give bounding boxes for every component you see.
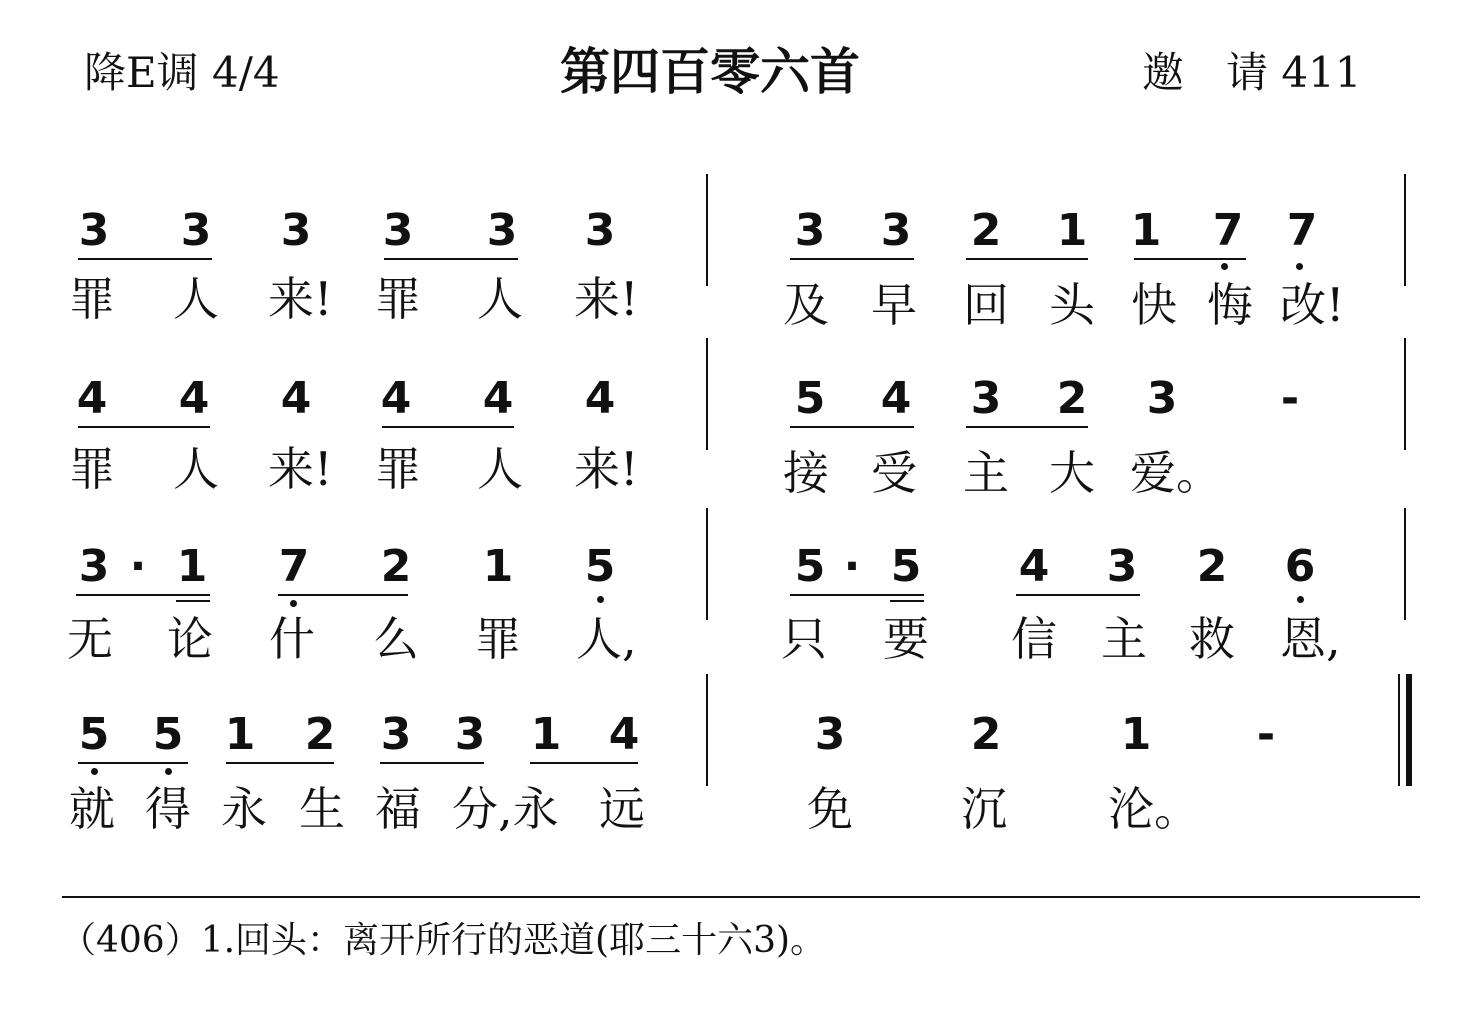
note: 3 — [584, 205, 616, 256]
note: 7 — [278, 541, 310, 592]
beam-underline — [790, 258, 914, 260]
low-octave-dot — [91, 768, 98, 775]
lyric-char: 来! — [268, 272, 333, 326]
lyric-char: 福 — [375, 782, 421, 836]
lyric-char: 沉 — [961, 782, 1007, 836]
note: 3 — [78, 541, 110, 592]
lyric-char: 回 — [963, 278, 1009, 332]
note: 3 — [794, 205, 826, 256]
lyric-char: 沦。 — [1108, 782, 1200, 836]
note: 4 — [608, 709, 640, 760]
note: 3 — [1146, 373, 1178, 424]
lyric-char: 只 — [781, 612, 827, 666]
note: 1 — [224, 709, 256, 760]
note: 3 — [78, 205, 110, 256]
lyric-char: 什 — [269, 612, 315, 666]
double-beam-underline — [176, 600, 210, 602]
lyric-char: 主 — [963, 446, 1009, 500]
lyric-char: 快 — [1131, 278, 1177, 332]
low-octave-dot — [1297, 596, 1304, 603]
lyric-char: 人 — [173, 442, 219, 496]
beam-underline — [226, 762, 334, 764]
lyric-char: 接 — [783, 446, 829, 500]
note: 3 — [970, 373, 1002, 424]
lyric-char: 远 — [599, 782, 645, 836]
dotted-rhythm: · — [129, 541, 147, 592]
note: 3 — [814, 709, 846, 760]
lyric-char: 头 — [1049, 278, 1095, 332]
bar-line — [706, 338, 708, 450]
final-bar-line-thick — [1406, 674, 1412, 786]
dotted-rhythm: · — [843, 541, 861, 592]
lyric-char: 人 — [477, 272, 523, 326]
beam-underline — [78, 426, 210, 428]
note: 2 — [1056, 373, 1088, 424]
note: 7 — [1286, 205, 1318, 256]
note: 5 — [890, 541, 922, 592]
beam-underline — [278, 594, 408, 596]
note: 5 — [152, 709, 184, 760]
note: 4 — [280, 373, 312, 424]
lyric-char: 来! — [574, 272, 639, 326]
lyric-char: 受 — [871, 446, 917, 500]
note: 2 — [380, 541, 412, 592]
beam-underline — [966, 258, 1088, 260]
beam-underline — [790, 426, 914, 428]
sustain-dash: - — [1256, 709, 1276, 760]
note: 4 — [584, 373, 616, 424]
bar-line — [706, 174, 708, 286]
lyric-char: 爱。 — [1130, 446, 1222, 500]
note: 4 — [178, 373, 210, 424]
note: 3 — [880, 205, 912, 256]
lyric-char: 永 — [221, 782, 267, 836]
beam-underline — [1016, 594, 1140, 596]
low-octave-dot — [1296, 263, 1303, 270]
lyric-char: 无 — [67, 612, 113, 666]
hymn-title: 第四百零六首 — [560, 43, 860, 101]
lyric-char: 悔 — [1207, 278, 1253, 332]
note: 4 — [1018, 541, 1050, 592]
beam-underline — [1134, 258, 1246, 260]
low-octave-dot — [290, 600, 297, 607]
beam-underline — [78, 762, 188, 764]
note: 6 — [1284, 541, 1316, 592]
note: 5 — [794, 541, 826, 592]
note: 3 — [180, 205, 212, 256]
lyric-char: 么 — [373, 612, 419, 666]
bar-line — [1404, 338, 1406, 450]
note: 2 — [970, 709, 1002, 760]
lyric-char: 救 — [1189, 612, 1235, 666]
note: 4 — [482, 373, 514, 424]
lyric-char: 信 — [1011, 612, 1057, 666]
low-octave-dot — [1221, 263, 1228, 270]
beam-underline — [384, 258, 518, 260]
lyric-char: 及 — [783, 278, 829, 332]
lyric-char: 罪 — [475, 612, 521, 666]
note: 3 — [280, 205, 312, 256]
lyric-char: 大 — [1049, 446, 1095, 500]
lyric-char: 生 — [299, 782, 345, 836]
note: 4 — [880, 373, 912, 424]
lyric-char: 要 — [883, 612, 929, 666]
note: 1 — [1130, 205, 1162, 256]
lyric-char: 主 — [1101, 612, 1147, 666]
beam-underline — [530, 762, 638, 764]
beam-underline — [790, 594, 924, 596]
key-signature: 降E调 4/4 — [84, 48, 280, 97]
beam-underline — [76, 594, 210, 596]
lyric-char: 人 — [173, 272, 219, 326]
note: 7 — [1212, 205, 1244, 256]
note: 1 — [530, 709, 562, 760]
footer-rule — [62, 896, 1420, 898]
note: 1 — [1120, 709, 1152, 760]
note: 1 — [482, 541, 514, 592]
lyric-char: 罪 — [375, 442, 421, 496]
note: 1 — [1056, 205, 1088, 256]
sustain-dash: - — [1280, 373, 1300, 424]
low-octave-dot — [165, 768, 172, 775]
note: 3 — [380, 709, 412, 760]
hymn-category: 邀 请 411 — [1142, 48, 1362, 97]
lyric-char: 改! — [1280, 278, 1345, 332]
note: 1 — [176, 541, 208, 592]
lyric-char: 来! — [268, 442, 333, 496]
beam-underline — [380, 762, 484, 764]
note: 3 — [454, 709, 486, 760]
low-octave-dot — [597, 596, 604, 603]
bar-line — [706, 508, 708, 620]
double-beam-underline — [890, 600, 924, 602]
note: 3 — [1106, 541, 1138, 592]
lyric-char: 论 — [167, 612, 213, 666]
bar-line — [1404, 508, 1406, 620]
bar-line — [1404, 174, 1406, 286]
lyric-char: 就 — [69, 782, 115, 836]
note: 5 — [794, 373, 826, 424]
lyric-char: 恩, — [1280, 612, 1341, 666]
note: 4 — [76, 373, 108, 424]
beam-underline — [78, 258, 212, 260]
lyric-char: 罪 — [69, 442, 115, 496]
note: 5 — [584, 541, 616, 592]
final-bar-line-thin — [1398, 674, 1400, 786]
footnote: （406）1.回头：离开所行的恶道(耶三十六3)。 — [60, 920, 827, 961]
beam-underline — [966, 426, 1088, 428]
lyric-char: 来! — [574, 442, 639, 496]
lyric-char: 罪 — [69, 272, 115, 326]
note: 2 — [970, 205, 1002, 256]
lyric-char: 罪 — [375, 272, 421, 326]
lyric-char: 人, — [576, 612, 637, 666]
note: 2 — [1196, 541, 1228, 592]
lyric-char: 人 — [477, 442, 523, 496]
beam-underline — [382, 426, 514, 428]
lyric-char: 早 — [871, 278, 917, 332]
bar-line — [706, 674, 708, 786]
note: 3 — [382, 205, 414, 256]
lyric-char: 免 — [807, 782, 853, 836]
note: 2 — [304, 709, 336, 760]
lyric-char: 得 — [145, 782, 191, 836]
note: 5 — [78, 709, 110, 760]
lyric-char: 分,永 — [452, 782, 559, 836]
note: 4 — [380, 373, 412, 424]
note: 3 — [486, 205, 518, 256]
